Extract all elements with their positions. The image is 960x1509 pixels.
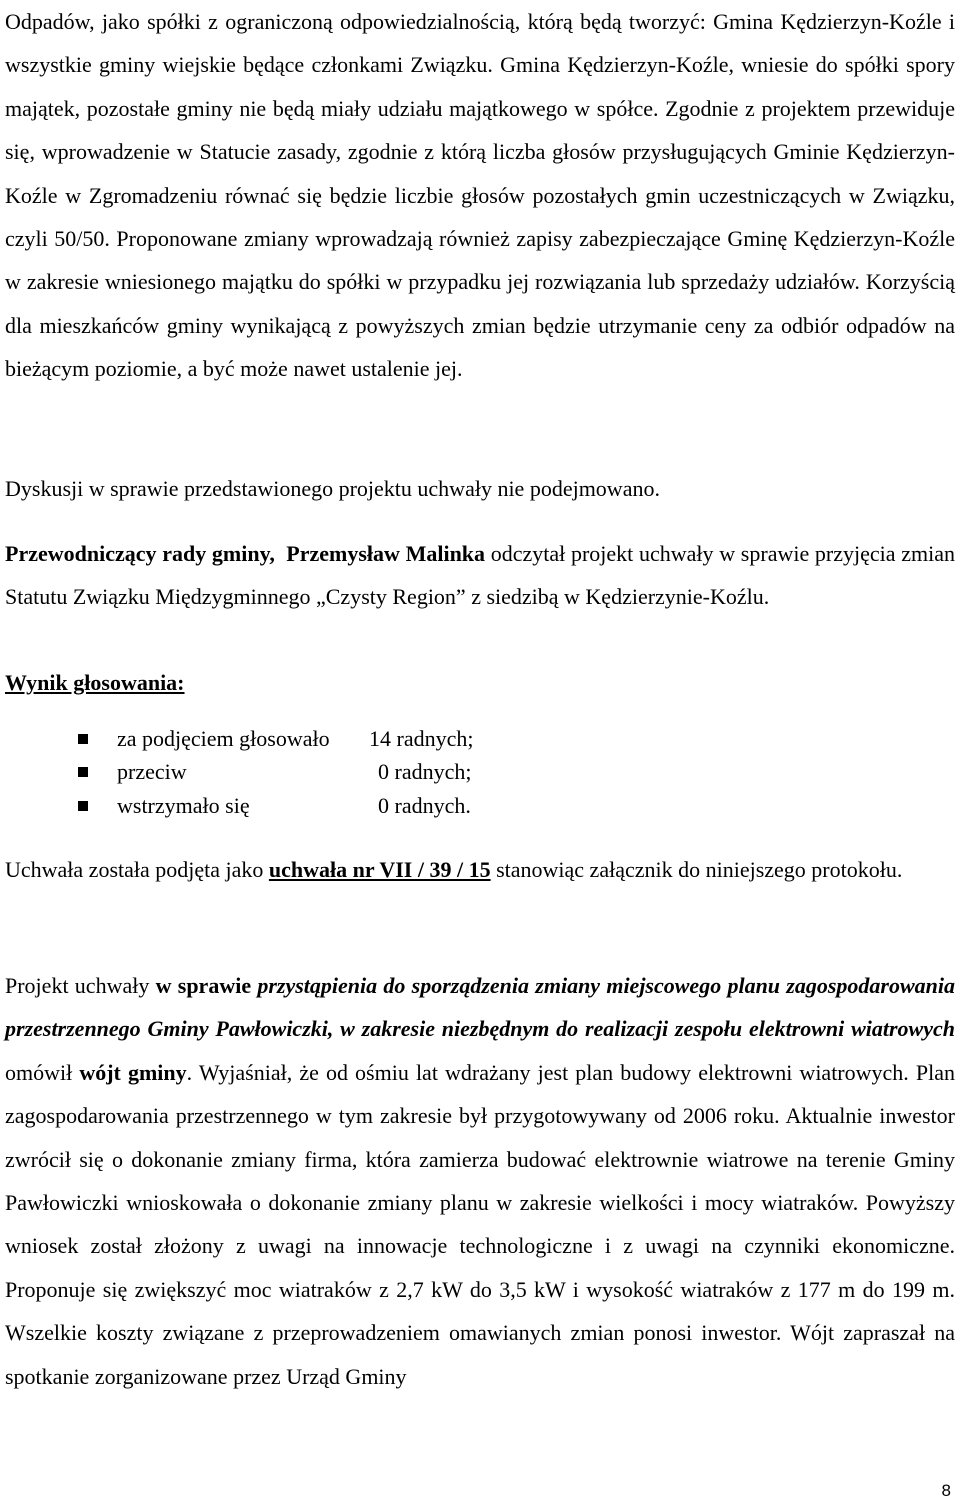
paragraph-text: stanowiąc załącznik do niniejszego protokołu. — [490, 857, 903, 882]
paragraph-text: Projekt uchwały — [5, 973, 156, 998]
paragraph-text: omówił — [5, 1059, 80, 1085]
vote-heading-text: Wynik głosowania: — [5, 670, 185, 695]
vote-item-abstain — [78, 789, 578, 823]
paragraph-resolution-adopted — [5, 848, 955, 891]
vote-label: wstrzymało się — [117, 792, 250, 818]
paragraph-statute-changes — [5, 0, 955, 391]
page-number: 8 — [941, 1481, 951, 1500]
resolution-title: przystąpienia do sporządzenia zmiany miejscowego planu zagospodarowania przestrzennego Gminy Pawłowiczki, w zakresie niezbędnym do realizacji zespołu elektrowni wiatrowych — [5, 973, 956, 1042]
speaker-name: wójt gminy — [79, 1059, 187, 1085]
vote-unit: radnych; — [396, 725, 474, 751]
square-bullet-icon — [78, 734, 88, 744]
paragraph-chair-reading — [5, 532, 955, 619]
paragraph-wind-farm-plan — [5, 964, 955, 1398]
paragraph-text: . Wyjaśniał, że od ośmiu lat wdrażany jest plan budowy elektrowni wiatrowych. Plan zagospodarowania przestrzennego w tym zakresie był przygotowywany od 2006 roku. Aktualnie inwestor zwrócił się o dokonanie zmiany firma, która zamierza budować elektrownie wiatrowe na terenie Gminy Pawłowiczki wnioskowała o dokonanie zmiany planu w zakresie wielkości i mocy wiatraków. Powyższy wniosek został złożony z uwagi na innowacje technologiczne i z uwagi na czynniki ekonomiczne. Proponuje się zwiększyć moc wiatraków z 2,7 kW do 3,5 kW i wysokość wiatraków z 177 m do 199 m. Wszelkie koszty związane z przeprowadzeniem omawianych zmian ponosi inwestor. Wójt zapraszał na spotkanie zorganizowane przez Urząd Gminy — [5, 1059, 955, 1389]
chair-name: Przemysław Malinka — [286, 541, 486, 566]
square-bullet-icon — [78, 801, 88, 811]
paragraph-text: Odpadów, jako spółki z ograniczoną odpowiedzialnością, którą będą tworzyć: Gmina Kędzierzyn-Koźle i wszystkie gminy wiejskie będące członkami Związku. Gmina Kędzierzyn-Koźle, wniesie do spółki spory majątek, pozostałe gminy nie będą miały udziału majątkowego w spółce. Zgodnie z projektem przewiduje się, wprowadzenie w Statucie zasady, zgodnie z którą liczba głosów przysługujących Gminie Kędzierzyn-Koźle w Zgromadzeniu równać się będzie liczbie głosów pozostałych gmin uczestniczących w Związku, czyli 50/50. Proponowane zmiany wprowadzają również zapisy zabezpieczające Gminę Kędzierzyn-Koźle w zakresie wniesionego majątku do spółki w przypadku jej rozwiązania lub sprzedaży udziałów. Korzyścią dla mieszkańców gminy wynikającą z powyższych zmian będzie utrzymanie ceny za odbiór odpadów na bieżącym poziomie, a być może nawet ustalenie jej. — [5, 9, 955, 382]
vote-unit: radnych. — [394, 792, 471, 818]
vote-count: 0 — [378, 792, 389, 818]
vote-label: przeciw — [117, 759, 187, 785]
vote-count: 0 — [378, 759, 389, 785]
chair-label: Przewodniczący rady gminy, — [5, 541, 275, 566]
vote-item-against — [78, 756, 578, 790]
paragraph-text: Uchwała została podjęta jako — [5, 857, 269, 882]
vote-item-for — [78, 722, 578, 756]
vote-label: za podjęciem głosowało — [117, 725, 330, 751]
square-bullet-icon — [78, 767, 88, 777]
paragraph-text: odczytał projekt uchwały w sprawie przyjęcia zmian Statutu Związku Międzygminnego „Czysty Region” z siedzibą w Kędzierzynie-Koźlu. — [5, 541, 955, 610]
vote-unit: radnych; — [394, 759, 472, 785]
paragraph-text: Dyskusji w sprawie przedstawionego projektu uchwały nie podejmowano. — [5, 476, 660, 501]
resolution-number: uchwała nr VII / 39 / 15 — [268, 857, 491, 882]
vote-count: 14 — [369, 725, 391, 751]
vote-heading — [5, 661, 955, 704]
w-sprawie-bold: w sprawie — [155, 973, 252, 998]
paragraph-discussion — [5, 467, 955, 510]
vote-results-list — [78, 722, 578, 823]
